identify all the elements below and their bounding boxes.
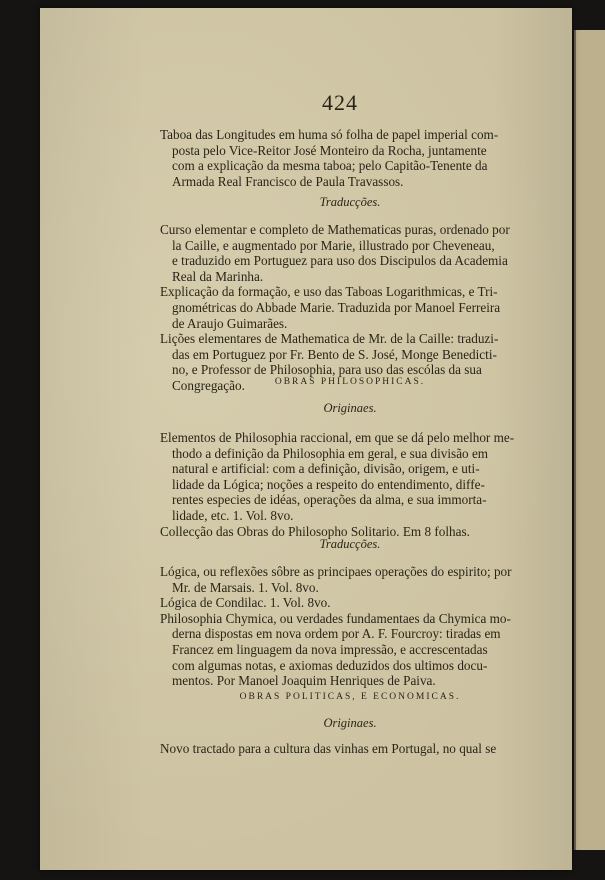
text-line: Mr. de Marsais. 1. Vol. 8vo. — [172, 579, 319, 595]
text-line: Collecção das Obras do Philosopho Solitario. Em 8 folhas. — [160, 523, 470, 539]
text-line: Philosophia Chymica, ou verdades fundamentaes da Chymica mo- — [160, 610, 511, 626]
section-heading-obras-politicas: OBRAS POLITICAS, E ECONOMICAS. — [239, 692, 461, 702]
section-heading-originaes-2: Originaes. — [323, 716, 377, 730]
text-line: Elementos de Philosophia raccional, em que se dá pelo melhor me- — [160, 430, 515, 445]
entry-taboa-longitudes — [160, 127, 540, 189]
text-line: Francez em linguagem da nova impressão, e accrescentadas — [172, 641, 488, 657]
text-line: com algumas notas, e axiomas deduzidos dos ultimos docu- — [172, 657, 488, 673]
text-line: Lógica de Condilac. 1. Vol. 8vo. — [160, 595, 331, 611]
section-heading-traduccoes: Traducções. — [319, 195, 381, 209]
text-line: derna dispostas em nova ordem por A. F. Fourcroy: tiradas em — [172, 626, 501, 642]
entries-mathematica-traduccoes — [160, 222, 540, 394]
entry-novo-tractado — [160, 741, 540, 757]
text-line: lidade da Lógica; noções a respeito do entendimento, diffe- — [172, 476, 485, 492]
entries-philosophia-traduccoes — [160, 564, 540, 689]
section-heading-originaes: Originaes. — [323, 401, 377, 415]
page-number: 424 — [322, 90, 358, 115]
text-line: posta pelo Vice-Reitor José Monteiro da Rocha, juntamente — [172, 142, 487, 158]
text-line: Real da Marinha. — [172, 268, 264, 284]
text-line: Armada Real Francisco de Paula Travassos. — [172, 173, 404, 189]
text-line: com a explicação da mesma taboa; pelo Capitão-Tenente da — [172, 158, 488, 174]
text-line: Explicação da formação, e uso das Taboas Logarithmicas, e Tri- — [160, 284, 498, 300]
text-line: gnométricas do Abbade Marie. Traduzida por Manoel Ferreira — [172, 299, 501, 315]
text-line: mentos. Por Manoel Joaquim Henriques de Paiva. — [172, 673, 436, 689]
text-line: Lógica, ou reflexões sôbre as principaes operações do espirito; por — [160, 564, 512, 579]
text-line: das em Portuguez por Fr. Bento de S. José, Monge Benedicti- — [172, 346, 497, 362]
text-line: Lições elementares de Mathematica de Mr. de la Caille: traduzi- — [160, 331, 499, 347]
text-line: e traduzido em Portuguez para uso dos Discipulos da Academia — [172, 253, 508, 269]
section-heading-obras-philosophicas: OBRAS PHILOSOPHICAS. — [274, 377, 426, 387]
text-line: de Araujo Guimarães. — [172, 315, 288, 331]
text-line: no, e Professor de Philosophia, para uso das escólas da sua — [172, 362, 482, 378]
text-line: rentes especies de idéas, operações da alma, e sua immorta- — [172, 492, 487, 508]
text-line: Taboa das Longitudes em huma só folha de papel imperial com- — [160, 127, 499, 142]
text-line: la Caille, e augmentado por Marie, illustrado por Cheveneau, — [172, 237, 495, 253]
entries-philosophia-originaes — [160, 430, 540, 539]
text-line: Congregação. — [172, 377, 245, 393]
text-line: Curso elementar e completo de Mathematicas puras, ordenado por — [160, 222, 510, 237]
text-line: thodo a definição da Philosophia em geral, e sua divisão em — [172, 445, 489, 461]
text-line: natural e artificial: com a definição, divisão, origem, e uti- — [172, 461, 480, 477]
text-line: Novo tractado para a cultura das vinhas em Portugal, no qual se — [160, 741, 497, 756]
next-page-edge — [574, 30, 605, 850]
text-line: lidade, etc. 1. Vol. 8vo. — [172, 507, 294, 523]
section-heading-traduccoes-2: Traducções. — [319, 537, 381, 551]
